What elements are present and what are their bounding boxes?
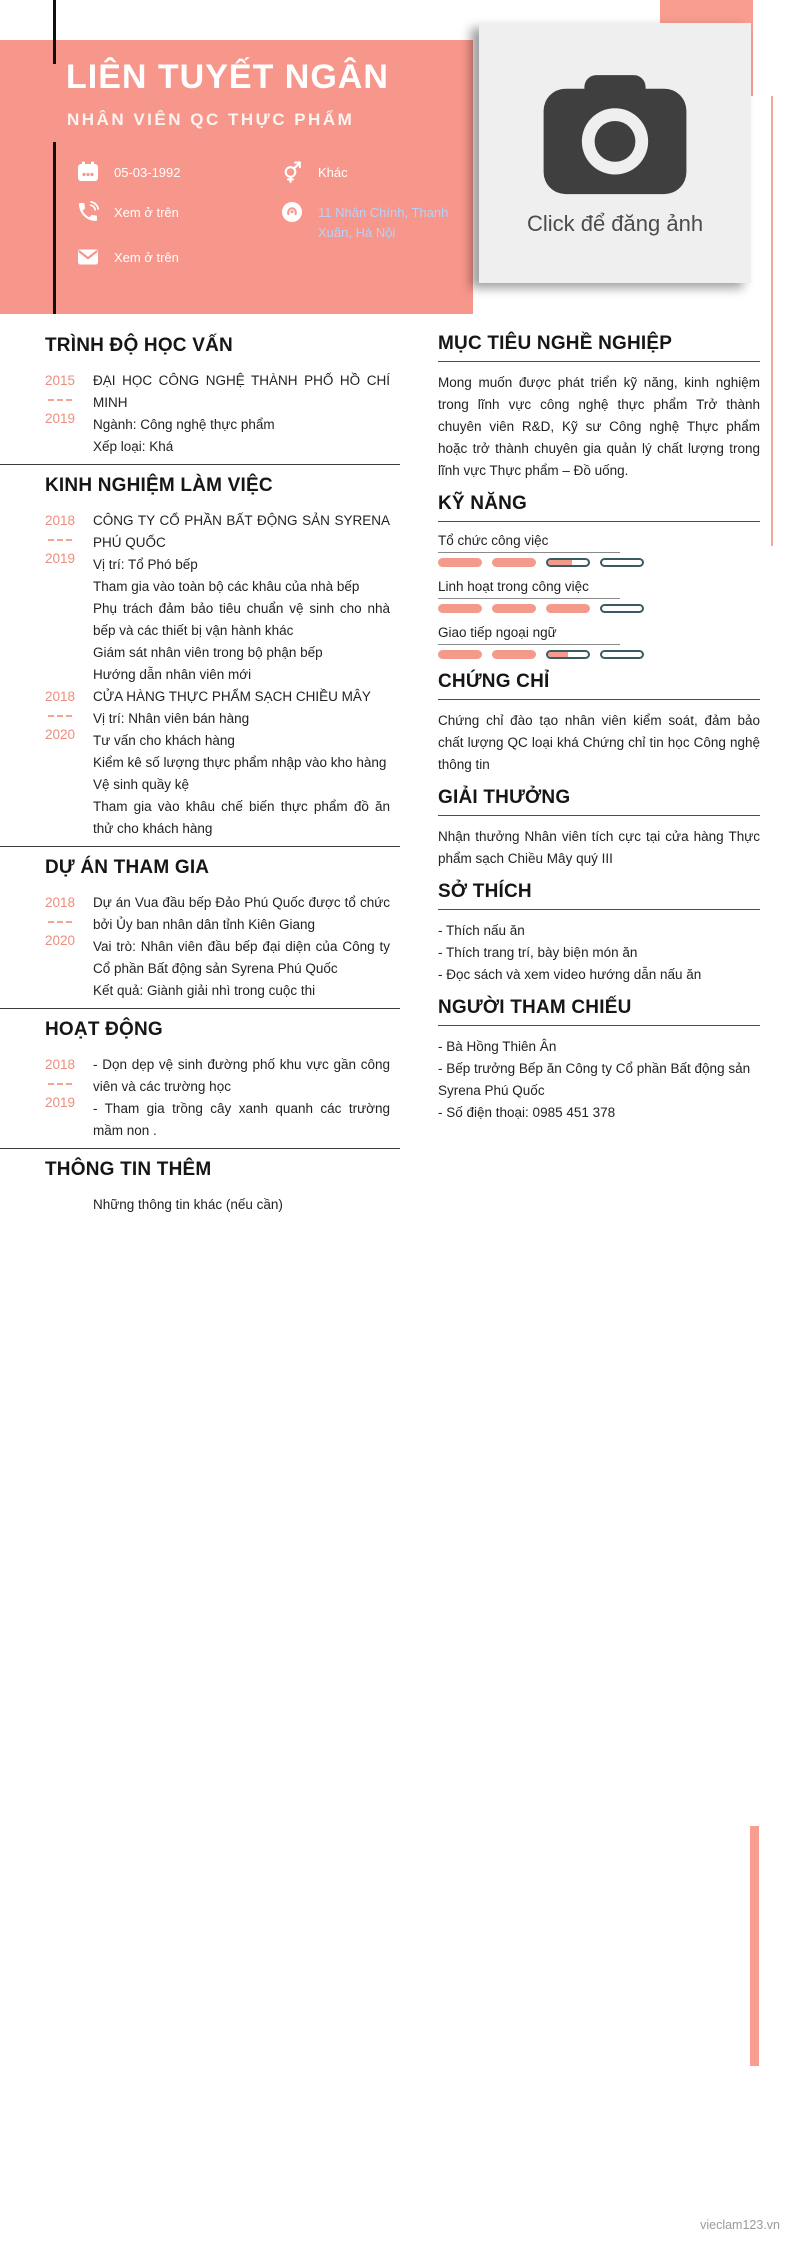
right-edge-line — [771, 96, 773, 546]
entry-content — [93, 1194, 390, 1216]
skill-level-bar — [438, 604, 760, 613]
entry-end-year: 2019 — [45, 551, 76, 566]
entry-line: Vị trí: Nhân viên bán hàng — [93, 711, 250, 726]
entry-line: Dự án Vua đầu bếp Đảo Phú Quốc được tổ chức bởi Ủy ban nhân dân tỉnh Kiên Giang — [93, 895, 390, 932]
section-education — [0, 370, 400, 458]
skill-name: Tổ chức công việc — [438, 532, 620, 553]
entry-content — [93, 686, 390, 840]
skill-segment-full — [438, 604, 482, 613]
contact-phone-value: Xem ở trên — [114, 205, 179, 220]
right-column — [438, 322, 760, 1124]
skill-item — [438, 578, 760, 613]
list-item: - Bếp trưởng Bếp ăn Công ty Cổ phần Bất động sản Syrena Phú Quốc — [438, 1061, 751, 1098]
entry-period — [45, 1054, 93, 1142]
entry-line: CÔNG TY CỔ PHẦN BẤT ĐỘNG SẢN SYRENA PHÚ QUỐC — [93, 513, 390, 550]
entry-line: Những thông tin khác (nếu cần) — [93, 1197, 283, 1212]
section-title-education: TRÌNH ĐỘ HỌC VẤN — [45, 335, 233, 356]
camera-icon — [530, 75, 700, 201]
skill-level-bar — [438, 558, 760, 567]
section-references — [438, 1036, 760, 1124]
entry-line: Vai trò: Nhân viên đầu bếp đại diện của Công ty Cổ phần Bất động sản Syrena Phú Quốc — [93, 939, 390, 976]
contact-birthday — [76, 160, 181, 184]
left-accent-line-top — [53, 0, 56, 64]
entry-end-year: 2019 — [45, 1095, 76, 1110]
timeline-entry — [0, 370, 400, 458]
period-dash — [48, 399, 72, 401]
skill-segment-empty — [600, 604, 644, 613]
entry-period — [45, 1194, 93, 1216]
skill-name: Linh hoạt trong công việc — [438, 578, 620, 599]
entry-line: - Dọn dẹp vệ sinh đường phố khu vực gần công viên và các trường học — [93, 1057, 390, 1094]
period-dash — [48, 1083, 72, 1085]
entry-content — [93, 892, 390, 1002]
entry-period — [45, 686, 93, 840]
gender-icon — [280, 160, 304, 184]
period-dash — [48, 539, 72, 541]
timeline-entry — [0, 892, 400, 1002]
list-item: - Bà Hồng Thiên Ân — [438, 1039, 557, 1054]
section-title-certificates: CHỨNG CHỈ — [438, 670, 760, 700]
section-title-experience: KINH NGHIỆM LÀM VIỆC — [45, 475, 273, 496]
skill-segment-partial — [546, 558, 590, 567]
entry-start-year: 2018 — [45, 513, 76, 528]
entry-line: - Tham gia trồng cây xanh quanh các trường mầm non . — [93, 1101, 390, 1138]
section-hobbies — [438, 920, 760, 986]
entry-line: CỬA HÀNG THỰC PHẨM SẠCH CHIỀU MÂY — [93, 689, 371, 704]
entry-line: Ngành: Công nghệ thực phẩm — [93, 417, 275, 432]
section-objective-text: Mong muốn được phát triển kỹ năng, kinh nghiệm trong lĩnh vực công nghệ thực phẩm Trở thành chuyên viên R&D, Kỹ sư Công nghệ Thực phẩm hoặc trở thành chuyên gia quản lý chất lượng trong lĩnh vực Thực phẩm – Đồ uống. — [438, 375, 760, 478]
section-title-projects: DỰ ÁN THAM GIA — [45, 857, 210, 878]
skills-list — [438, 532, 760, 659]
entry-line: ĐẠI HỌC CÔNG NGHỆ THÀNH PHỐ HỒ CHÍ MINH — [93, 373, 390, 410]
skill-item — [438, 624, 760, 659]
timeline-entry — [0, 510, 400, 686]
timeline-entry — [0, 1194, 400, 1216]
section-additional-info — [0, 1194, 400, 1216]
section-experience — [0, 510, 400, 840]
section-certificates-text: Chứng chỉ đào tạo nhân viên kiểm soát, đảm bảo chất lượng QC loại khá Chứng chỉ tin học Công nghệ thông tin — [438, 713, 760, 772]
entry-line: Tham gia vào khâu chế biến thực phẩm đồ ăn thử cho khách hàng — [93, 799, 390, 836]
entry-line: Giám sát nhân viên trong bộ phận bếp — [93, 645, 323, 660]
left-column — [0, 330, 400, 1216]
entry-period — [45, 370, 93, 458]
list-item: - Thích nấu ăn — [438, 923, 525, 938]
section-title-references: NGƯỜI THAM CHIẾU — [438, 996, 760, 1026]
entry-line: Tư vấn cho khách hàng — [93, 733, 235, 748]
contact-phone — [76, 200, 179, 224]
contact-gender-value: Khác — [318, 165, 348, 180]
entry-start-year: 2018 — [45, 1057, 76, 1072]
section-divider — [0, 1148, 400, 1149]
photo-upload-label: Click để đăng ảnh — [526, 211, 704, 236]
location-icon — [280, 200, 304, 224]
timeline-entry — [0, 1054, 400, 1142]
phone-icon — [76, 200, 100, 224]
entry-content — [93, 1054, 390, 1142]
section-awards-text: Nhận thưởng Nhân viên tích cực tại cửa hàng Thực phẩm sạch Chiều Mây quý III — [438, 829, 760, 866]
skill-segment-full — [492, 558, 536, 567]
entry-line: Kiểm kê số lượng thực phẩm nhập vào kho hàng — [93, 755, 387, 770]
skill-segment-full — [438, 558, 482, 567]
list-item: - Đọc sách và xem video hướng dẫn nấu ăn — [438, 967, 702, 982]
list-item: - Thích trang trí, bày biện món ăn — [438, 945, 638, 960]
contact-birthday-value: 05-03-1992 — [114, 165, 181, 180]
section-activities — [0, 1054, 400, 1142]
contact-email — [76, 245, 179, 269]
contact-address-value: 11 Nhân Chính, Thanh Xuân, Hà Nội — [318, 205, 449, 240]
entry-end-year: 2019 — [45, 411, 76, 426]
entry-line: Xếp loại: Khá — [93, 439, 174, 454]
skill-segment-empty — [600, 650, 644, 659]
candidate-job-title: NHÂN VIÊN QC THỰC PHẨM — [67, 110, 355, 129]
section-title-additional-info: THÔNG TIN THÊM — [45, 1159, 212, 1180]
entry-line: Phụ trách đảm bảo tiêu chuẩn vệ sinh cho nhà bếp và các thiết bị vận hành khác — [93, 601, 390, 638]
calendar-icon — [76, 160, 100, 184]
entry-line: Hướng dẫn nhân viên mới — [93, 667, 252, 682]
section-title-objective: MỤC TIÊU NGHỀ NGHIỆP — [438, 332, 760, 362]
skill-segment-partial — [546, 650, 590, 659]
entry-line: Kết quả: Giành giải nhì trong cuộc thi — [93, 983, 316, 998]
entry-period — [45, 510, 93, 686]
entry-line: Vị trí: Tổ Phó bếp — [93, 557, 198, 572]
entry-line: Tham gia vào toàn bộ các khâu của nhà bếp — [93, 579, 360, 594]
right-page-marker — [750, 1826, 759, 2066]
contact-email-value: Xem ở trên — [114, 250, 179, 265]
entry-line: Vệ sinh quầy kệ — [93, 777, 190, 792]
entry-start-year: 2018 — [45, 689, 76, 704]
period-dash — [48, 715, 72, 717]
skill-segment-fill — [548, 652, 568, 657]
skill-segment-full — [492, 604, 536, 613]
contact-gender — [280, 160, 348, 184]
entry-start-year: 2015 — [45, 373, 76, 388]
entry-start-year: 2018 — [45, 895, 76, 910]
section-title-awards: GIẢI THƯỞNG — [438, 786, 760, 816]
section-divider — [0, 846, 400, 847]
entry-content — [93, 510, 390, 686]
list-item: - Số điện thoại: 0985 451 378 — [438, 1105, 616, 1120]
skill-level-bar — [438, 650, 760, 659]
skill-item — [438, 532, 760, 567]
skill-segment-full — [438, 650, 482, 659]
skill-segment-fill — [548, 560, 572, 565]
skill-segment-full — [492, 650, 536, 659]
candidate-name: LIÊN TUYẾT NGÂN — [66, 58, 389, 96]
section-divider — [0, 1008, 400, 1009]
skill-name: Giao tiếp ngoại ngữ — [438, 624, 620, 645]
section-title-activities: HOẠT ĐỘNG — [45, 1019, 163, 1040]
entry-content — [93, 370, 390, 458]
contact-address — [280, 200, 458, 243]
skill-segment-empty — [600, 558, 644, 567]
site-watermark: vieclam123.vn — [700, 2218, 780, 2232]
left-accent-line-bottom — [53, 142, 56, 314]
entry-end-year: 2020 — [45, 727, 76, 742]
timeline-entry — [0, 686, 400, 840]
section-title-skills: KỸ NĂNG — [438, 492, 760, 522]
skill-segment-full — [546, 604, 590, 613]
section-title-hobbies: SỞ THÍCH — [438, 880, 760, 910]
entry-period — [45, 892, 93, 1002]
email-icon — [76, 245, 100, 269]
section-divider — [0, 464, 400, 465]
entry-end-year: 2020 — [45, 933, 76, 948]
period-dash — [48, 921, 72, 923]
section-projects — [0, 892, 400, 1002]
photo-upload-box[interactable] — [479, 23, 751, 283]
